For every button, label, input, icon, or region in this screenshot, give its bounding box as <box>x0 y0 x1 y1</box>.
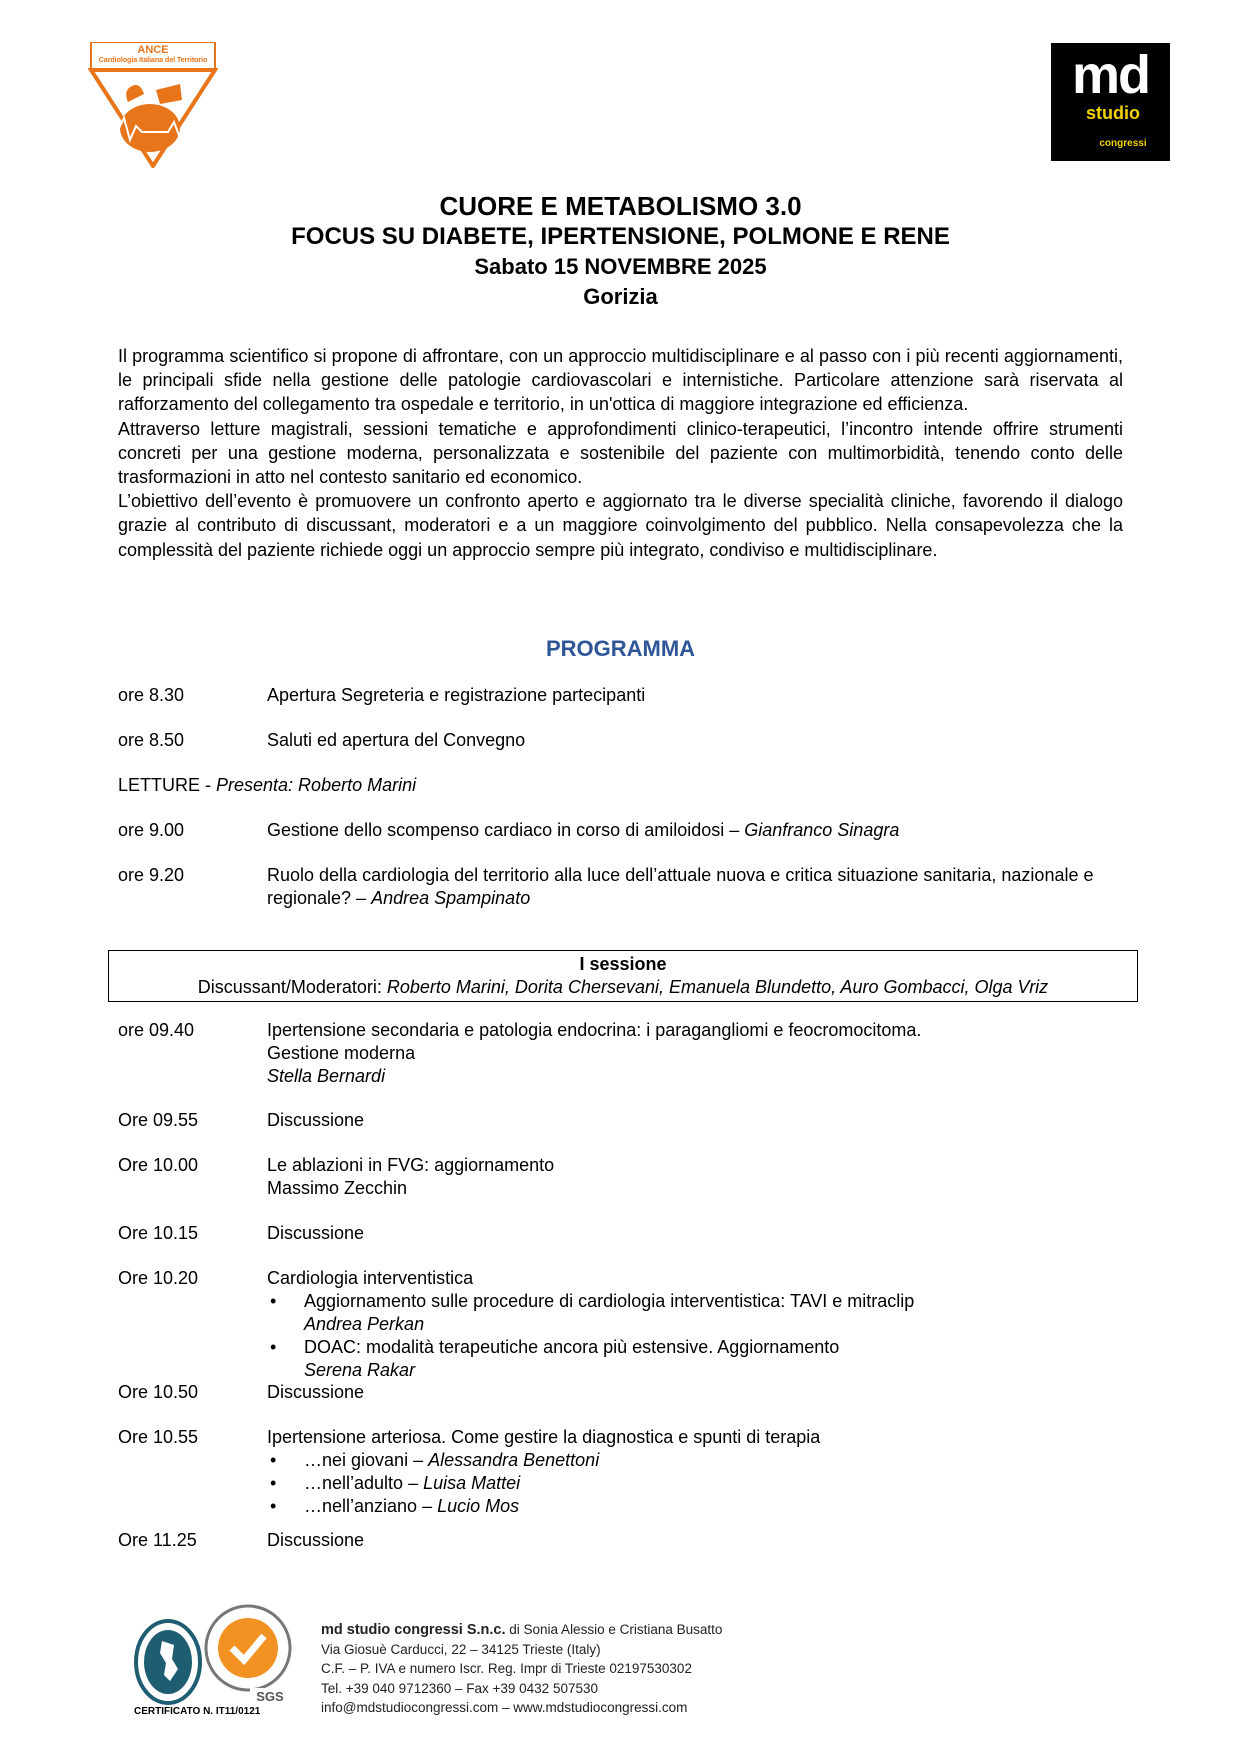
item-title: …nell’adulto – <box>304 1473 424 1493</box>
row-time: ore 9.00 <box>118 820 185 840</box>
session-box <box>108 950 1138 1002</box>
row-time: Ore 11.25 <box>118 1530 197 1550</box>
company-name: md studio congressi S.n.c. <box>321 1622 506 1638</box>
list-item <box>267 1472 1147 1495</box>
md-studio-logo <box>1051 43 1170 161</box>
row-time: ore 8.50 <box>118 730 185 750</box>
item-speaker: Serena Rakar <box>304 1360 416 1380</box>
row-time: Ore 10.00 <box>118 1155 199 1175</box>
talk-list <box>267 1449 1147 1518</box>
ance-subtitle: Cardiologia Italiana del Territorio <box>98 55 208 64</box>
ance-acronym: ANCE <box>137 44 169 56</box>
item-title: …nell’anziano – <box>304 1496 438 1516</box>
programma-heading: PROGRAMMA <box>545 636 696 661</box>
company-owners: di Sonia Alessio e Cristiana Busatto <box>505 1622 723 1637</box>
talk-speaker: Stella Bernardi <box>267 1066 386 1086</box>
talk-title: Ipertensione secondaria e patologia endocrina: i paragangliomi e feocromocitoma. <box>267 1020 922 1040</box>
row-text <box>267 1426 1147 1518</box>
letture-label: LETTURE - <box>118 775 217 795</box>
moderators-label: Discussant/Moderatori: <box>197 977 387 997</box>
company-web: info@mdstudiocongressi.com – www.mdstudiocongressi.com <box>321 1699 688 1715</box>
certificate-number: CERTIFICATO N. IT11/0121 <box>134 1706 261 1717</box>
session-title: I sessione <box>579 954 667 974</box>
list-item <box>267 1290 1147 1336</box>
list-item <box>267 1495 1147 1518</box>
company-name-line <box>321 1620 722 1640</box>
row-time: Ore 09.55 <box>118 1110 199 1130</box>
row-time: Ore 10.55 <box>118 1427 199 1447</box>
intro-paragraph-2: Attraverso letture magistrali, sessioni tematiche e approfondimenti clinico-terapeutici, l’incontro intende offrire strumenti concreti per una gestione moderna, personalizzata e sostenibile del paziente con multimorbidità, tenendo conto delle trasformazioni in atto nel contesto sanitario ed economico. <box>118 418 1123 488</box>
item-speaker: Andrea Perkan <box>304 1314 425 1334</box>
talk-title: Ruolo della cardiologia del territorio alla luce dell’attuale nuova e critica situazione sanitaria, nazionale e regionale? – <box>267 865 1094 908</box>
company-tax: C.F. – P. IVA e numero Iscr. Reg. Impr di Trieste 02197530302 <box>321 1661 692 1677</box>
moderators-names: Roberto Marini, Dorita Chersevani, Emanuela Blundetto, Auro Gombacci, Olga Vriz <box>386 977 1049 997</box>
ance-logo <box>88 42 218 168</box>
bullet-icon: • <box>270 1291 277 1311</box>
svg-text:SGS: SGS <box>256 1689 284 1704</box>
row-text <box>267 1267 1147 1382</box>
talk-speaker: Massimo Zecchin <box>267 1178 408 1198</box>
list-item <box>267 1336 1147 1382</box>
md-logo-congressi: congressi <box>1099 138 1147 149</box>
intro-paragraph-3: L’obiettivo dell’evento è promuovere un confronto aperto e aggiornato tra le diverse specialità cliniche, favorendo il dialogo grazie al contributo di discussant, moderatori e a un maggiore coinvolgimento del pubblico. Nella consapevolezza che la complessità del paziente richiede oggi un approccio sempre più integrato, condiviso e multidisciplinare. <box>118 491 1123 560</box>
md-logo-big: md <box>1072 45 1149 105</box>
md-logo-studio: studio <box>1086 103 1140 123</box>
row-time: Ore 10.15 <box>118 1223 199 1243</box>
item-speaker: Alessandra Benettoni <box>428 1450 600 1470</box>
row-text <box>267 864 1147 910</box>
sgs-iso-9001-icon <box>202 1602 294 1706</box>
company-address: Via Giosuè Carducci, 22 – 34125 Trieste (Italy) <box>321 1642 601 1658</box>
talk-title: Ipertensione arteriosa. Come gestire la diagnostica e spunti di terapia <box>267 1427 821 1447</box>
session-moderators <box>109 976 1137 999</box>
talk-speaker: Gianfranco Sinagra <box>744 820 900 840</box>
letture-presenter: Presenta: Roberto Marini <box>216 775 417 795</box>
company-info <box>321 1620 722 1717</box>
item-title: …nei giovani – <box>304 1450 429 1470</box>
row-text <box>267 1019 1147 1088</box>
row-time: ore 8.30 <box>118 685 185 705</box>
letture-row <box>118 774 1128 797</box>
row-text <box>267 1154 1147 1200</box>
talk-title-cont: Gestione moderna <box>267 1043 416 1063</box>
item-title: Aggiornamento sulle procedure di cardiologia interventistica: TAVI e mitraclip <box>304 1291 915 1311</box>
item-speaker: Lucio Mos <box>437 1496 520 1516</box>
title-block <box>0 190 1241 312</box>
row-text: Discussione <box>267 1382 365 1402</box>
row-time: ore 09.40 <box>118 1020 195 1040</box>
list-item <box>267 1449 1147 1472</box>
row-text: Saluti ed apertura del Convegno <box>267 730 526 750</box>
row-time: Ore 10.20 <box>118 1268 199 1288</box>
intro-text <box>118 344 1123 562</box>
row-text: Apertura Segreteria e registrazione partecipanti <box>267 685 646 705</box>
talk-speaker: Andrea Spampinato <box>371 888 531 908</box>
talk-list <box>267 1290 1147 1382</box>
main-title: CUORE E METABOLISMO 3.0 <box>439 191 802 221</box>
focus-title: FOCUS SU DIABETE, IPERTENSIONE, POLMONE E RENE <box>291 223 950 250</box>
intro-paragraph-1: Il programma scientifico si propone di affrontare, con un approccio multidisciplinare e al passo con i più recenti aggiornamenti, le principali sfide nella gestione delle patologie cardiovascolari e internistiche. Particolare attenzione sarà riservata al rafforzamento del collegamento tra ospedale e territorio, in un'ottica di maggiore integrazione ed efficienza. <box>118 346 1123 415</box>
row-text: Discussione <box>267 1110 365 1130</box>
event-city: Gorizia <box>583 284 658 309</box>
row-text: Discussione <box>267 1530 365 1550</box>
event-date: Sabato 15 NOVEMBRE 2025 <box>474 254 767 279</box>
company-phone: Tel. +39 040 9712360 – Fax +39 0432 507530 <box>321 1680 598 1696</box>
row-time: ore 9.20 <box>118 865 185 885</box>
row-time: Ore 10.50 <box>118 1382 199 1402</box>
row-text: Discussione <box>267 1223 365 1243</box>
talk-title: Gestione dello scompenso cardiaco in corso di amiloidosi – <box>267 820 745 840</box>
item-speaker: Luisa Mattei <box>423 1473 521 1493</box>
talk-title: Le ablazioni in FVG: aggiornamento <box>267 1155 555 1175</box>
accredia-seal-icon <box>134 1619 202 1705</box>
bullet-icon: • <box>270 1450 277 1470</box>
talk-title: Cardiologia interventistica <box>267 1268 474 1288</box>
item-title: DOAC: modalità terapeutiche ancora più estensive. Aggiornamento <box>304 1337 840 1357</box>
bullet-icon: • <box>270 1473 277 1493</box>
bullet-icon: • <box>270 1496 277 1516</box>
row-text <box>267 819 1147 842</box>
bullet-icon: • <box>270 1337 277 1357</box>
